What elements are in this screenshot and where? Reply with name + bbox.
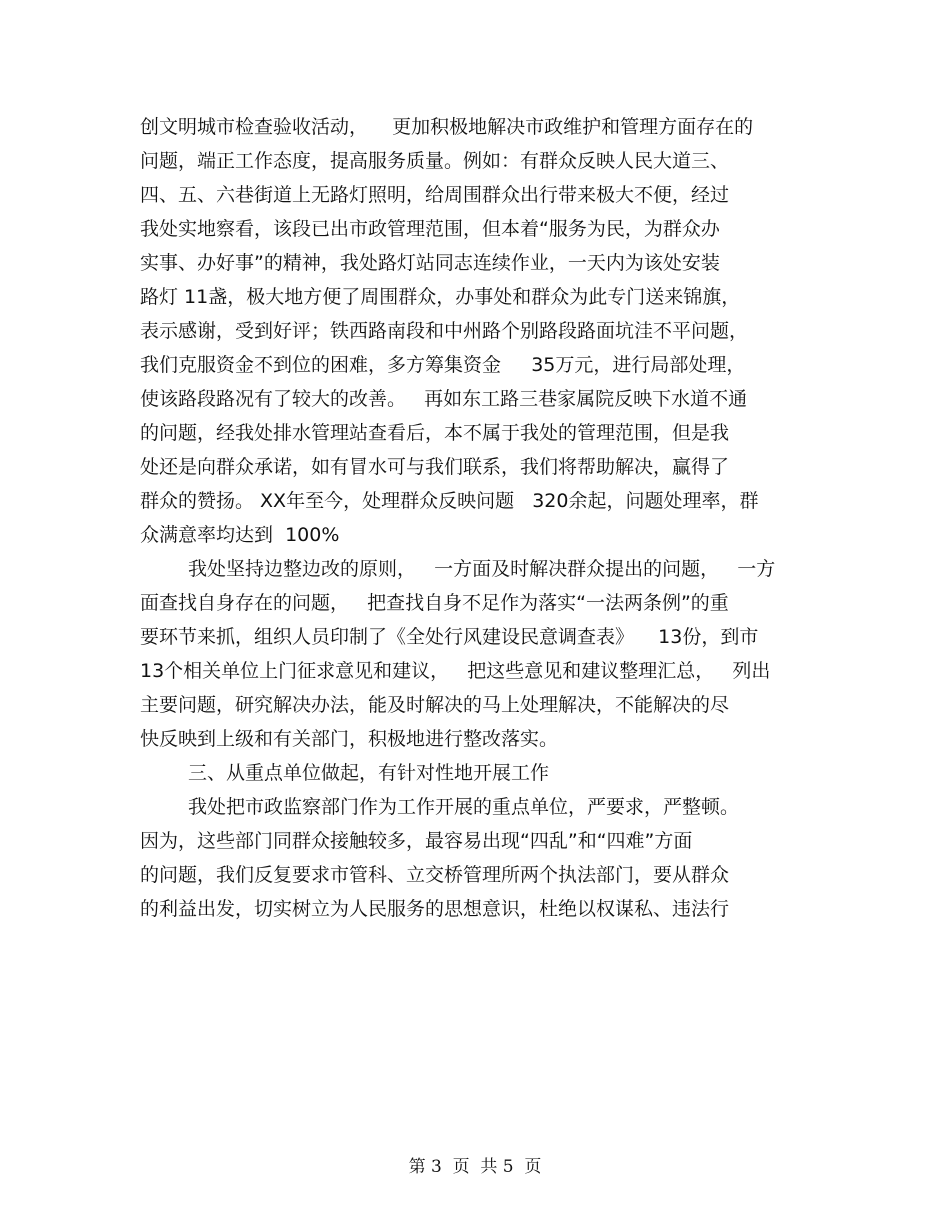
- text-line: 的利益出发，切实树立为人民服务的思想意识，杜绝以权谋私、违法行: [140, 898, 730, 920]
- text-line: 主要问题，研究解决办法，能及时解决的马上处理解决，不能解决的尽: [140, 694, 730, 716]
- paragraph-first-line: 我处把市政监察部门作为工作开展的重点单位，严要求，严整顿。: [188, 796, 740, 818]
- text-line: 表示感谢，受到好评；铁西路南段和中州路个别路段路面坑洼不平问题，: [140, 320, 749, 342]
- text-line: 创文明城市检查验收活动， 更加积极地解决市政维护和管理方面存在的: [140, 116, 754, 138]
- text-line: 处还是向群众承诺，如有冒水可与我们联系，我们将帮助解决，赢得了: [140, 456, 730, 478]
- text-line: 我处实地察看，该段已出市政管理范围，但本着“服务为民，为群众办: [140, 218, 720, 240]
- page-footer: 第 3 页 共 5 页: [408, 1157, 542, 1177]
- text-line: 的问题，我们反复要求市管科、立交桥管理所两个执法部门，要从群众: [140, 864, 730, 886]
- text-line: 的问题，经我处排水管理站查看后，本不属于我处的管理范围，但是我: [140, 422, 730, 444]
- text-line: 我们克服资金不到位的困难，多方筹集资金 35万元，进行局部处理，: [140, 354, 746, 376]
- text-line: 因为，这些部门同群众接触较多，最容易出现“四乱”和“四难”方面: [140, 830, 693, 852]
- text-line: 群众的赞扬。 XX年至今，处理群众反映问题 320余起，问题处理率，群: [140, 490, 759, 512]
- text-line: 四、五、六巷街道上无路灯照明，给周围群众出行带来极大不便，经过: [140, 184, 730, 206]
- text-line: 13个相关单位上门征求意见和建议， 把这些意见和建议整理汇总， 列出: [140, 660, 771, 682]
- paragraph-first-line: 三、从重点单位做起，有针对性地开展工作: [188, 762, 550, 784]
- text-line: 面查找自身存在的问题， 把查找自身不足作为落实“一法两条例”的重: [140, 592, 729, 614]
- text-line: 快反映到上级和有关部门，积极地进行整改落实。: [140, 728, 559, 750]
- text-line: 实事、办好事”的精神，我处路灯站同志连续作业，一天内为该处安装: [140, 252, 720, 274]
- paragraph-first-line: 我处坚持边整边改的原则， 一方面及时解决群众提出的问题， 一方: [188, 558, 776, 580]
- text-line: 路灯 11盏，极大地方便了周围群众，办事处和群众为此专门送来锦旗，: [140, 286, 741, 308]
- text-line: 问题，端正工作态度，提高服务质量。例如：有群众反映人民大道三、: [140, 150, 730, 172]
- document-body: [140, 110, 820, 926]
- text-line: 众满意率均达到 100%: [140, 524, 340, 546]
- text-line: 使该路段路况有了较大的改善。 再如东工路三巷家属院反映下水道不通: [140, 388, 748, 410]
- text-line: 要环节来抓，组织人员印制了《全处行风建设民意调查表》 13份，到市: [140, 626, 759, 648]
